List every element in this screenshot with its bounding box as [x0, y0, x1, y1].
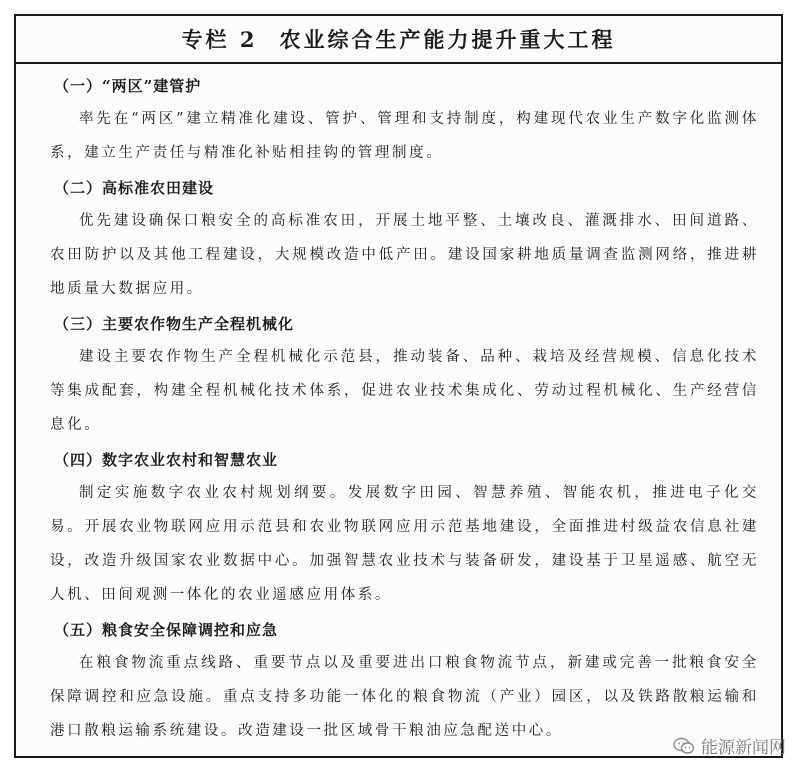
section-heading: （五）粮食安全保障调控和应急 [54, 621, 279, 639]
wechat-icon [673, 737, 695, 755]
column-box [14, 14, 783, 758]
section-body: 率先在“两区”建立精准化建设、管护、管理和支持制度，构建现代农业生产数字化监测体系，建立生产责任与精准化补贴相挂钩的管理制度。 [50, 111, 759, 161]
section-heading: （三）主要农作物生产全程机械化 [54, 315, 295, 333]
column-label: 专栏 2 [181, 27, 258, 52]
column-title: 农业综合生产能力提升重大工程 [279, 27, 616, 52]
section-2 [50, 172, 759, 306]
watermark-text: 能源新闻网 [701, 738, 786, 758]
section-3 [50, 308, 759, 442]
section-body: 优先建设确保口粮安全的高标准农田，开展土地平整、土壤改良、灌溉排水、田间道路、农田防护以及其他工程建设，大规模改造中低产田。建设国家耕地质量调查监测网络，推进耕地质量大数据应用。 [50, 213, 759, 297]
section-body: 制定实施数字农业农村规划纲要。发展数字田园、智慧养殖、智能农机，推进电子化交易。开展农业物联网应用示范县和农业物联网应用示范基地建设，全面推进村级益农信息社建设，改造升级国家农业数据中心。加强智慧农业技术与装备研发，建设基于卫星遥感、航空无人机、田间观测一体化的农业遥感应用体系。 [50, 485, 759, 603]
section-5 [50, 614, 759, 748]
column-content [16, 64, 781, 748]
section-body: 在粮食物流重点线路、重要节点以及重要进出口粮食物流节点，新建或完善一批粮食安全保障调控和应急设施。重点支持多功能一体化的粮食物流（产业）园区，以及铁路散粮运输和港口散粮运输系统建设。改造建设一批区域骨干粮油应急配送中心。 [50, 655, 759, 739]
section-heading: （四）数字农业农村和智慧农业 [54, 451, 279, 469]
column-title-bar [16, 16, 781, 64]
watermark [673, 733, 786, 758]
section-4 [50, 444, 759, 612]
section-body: 建设主要农作物生产全程机械化示范县，推动装备、品种、栽培及经营规模、信息化技术等集成配套，构建全程机械化技术体系，促进农业技术集成化、劳动过程机械化、生产经营信息化。 [50, 349, 759, 433]
section-heading: （二）高标准农田建设 [54, 179, 215, 197]
section-1 [50, 70, 759, 170]
section-heading: （一）“两区”建管护 [54, 77, 202, 95]
